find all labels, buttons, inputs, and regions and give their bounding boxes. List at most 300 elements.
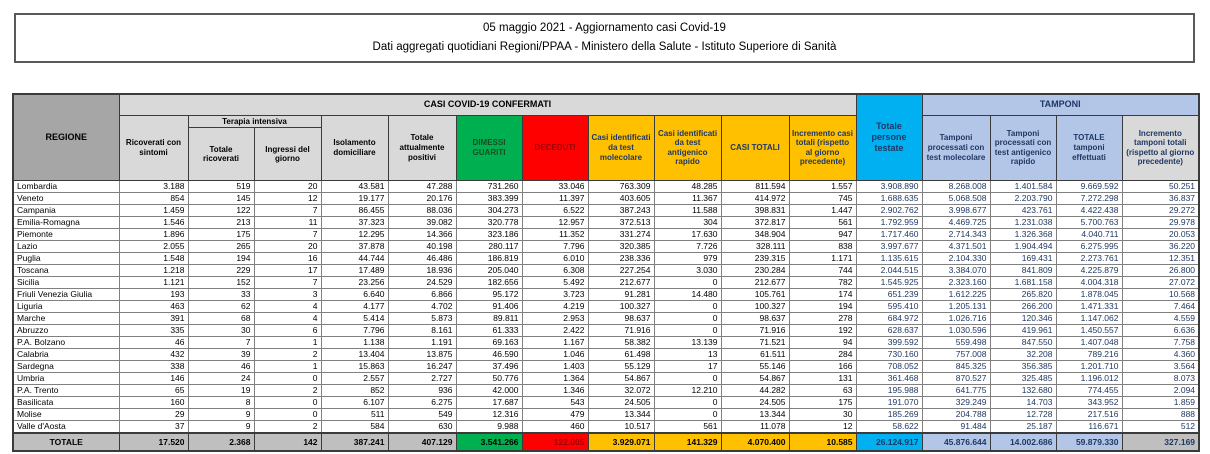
table-row [13,337,1199,349]
cell-tamponi_molecolare: 870.527 [922,373,990,385]
cell-casi_test_antigenico: 48.285 [654,181,721,193]
cell-dimessi_guariti: 9.988 [456,421,522,434]
cell-totale_positivi: 4.702 [388,301,456,313]
cell-casi_test_antigenico: 0 [654,301,721,313]
cell-deceduti: 2.953 [522,313,588,325]
cell-casi_totali: 811.594 [721,181,789,193]
cell-terapia_intensiva_totale: 9 [188,421,254,434]
table-row [13,277,1199,289]
cell-casi_test_antigenico: 17.630 [654,229,721,241]
cell-deceduti: 6.522 [522,205,588,217]
cell-casi_totali: 230.284 [721,265,789,277]
cell-ricoverati_con_sintomi: 3.188 [119,181,188,193]
covid-report-table [12,93,1200,452]
cell-tamponi_antigenico: 2.203.790 [990,193,1056,205]
cell-terapia_intensiva_ingressi: 1 [254,337,321,349]
cell-terapia_intensiva_ingressi: 7 [254,205,321,217]
table-footer [13,433,1199,451]
cell-casi_test_molecolare: 32.072 [588,385,654,397]
table-row [13,325,1199,337]
column-header-persone-testate: Totale persone testate [856,94,922,181]
cell-tamponi_totale: 1.147.062 [1056,313,1122,325]
cell-dimessi_guariti: 50.776 [456,373,522,385]
cell-tamponi_antigenico: 847.550 [990,337,1056,349]
table-row [13,205,1199,217]
cell-persone_testate: 628.637 [856,325,922,337]
cell-totale_positivi: 18.936 [388,265,456,277]
cell-deceduti: 1.403 [522,361,588,373]
cell-incremento_casi: 192 [789,325,856,337]
cell-isolamento_domiciliare: 86.455 [321,205,388,217]
cell-dimessi_guariti: 69.163 [456,337,522,349]
cell-persone_testate: 185.269 [856,409,922,421]
cell-casi_test_antigenico: 561 [654,421,721,434]
total-terapia_intensiva_totale: 2.368 [188,433,254,451]
cell-terapia_intensiva_ingressi: 4 [254,313,321,325]
cell-casi_totali: 100.327 [721,301,789,313]
cell-tamponi_molecolare: 91.484 [922,421,990,434]
cell-persone_testate: 1.717.460 [856,229,922,241]
cell-tamponi_totale: 1.471.331 [1056,301,1122,313]
report-title-box [14,13,1195,63]
column-header-ingressi-giorno: Ingressi del giorno [254,128,321,181]
cell-tamponi_antigenico: 1.681.158 [990,277,1056,289]
report-title-line1: 05 maggio 2021 - Aggiornamento casi Covid-19 [483,21,726,34]
cell-deceduti: 460 [522,421,588,434]
total-casi_totali: 4.070.400 [721,433,789,451]
column-header-incremento-casi: Incremento casi totali (rispetto al giorno precedente) [789,115,856,181]
cell-totale_positivi: 630 [388,421,456,434]
cell-persone_testate: 730.160 [856,349,922,361]
cell-casi_test_molecolare: 100.327 [588,301,654,313]
cell-terapia_intensiva_ingressi: 2 [254,421,321,434]
cell-terapia_intensiva_ingressi: 20 [254,181,321,193]
cell-persone_testate: 1.688.635 [856,193,922,205]
cell-terapia_intensiva_ingressi: 0 [254,409,321,421]
cell-region: Sardegna [13,361,119,373]
cell-tamponi_totale: 2.273.761 [1056,253,1122,265]
cell-ricoverati_con_sintomi: 1.896 [119,229,188,241]
total-row [13,433,1199,451]
table-row [13,241,1199,253]
cell-casi_test_molecolare: 320.385 [588,241,654,253]
cell-tamponi_totale: 1.201.710 [1056,361,1122,373]
cell-casi_totali: 61.511 [721,349,789,361]
table-row [13,289,1199,301]
banner-casi-confermati: CASI COVID-19 CONFERMATI [119,94,856,115]
cell-casi_test_antigenico: 0 [654,409,721,421]
cell-deceduti: 11.352 [522,229,588,241]
cell-dimessi_guariti: 383.399 [456,193,522,205]
cell-totale_positivi: 6.275 [388,397,456,409]
cell-totale_positivi: 1.191 [388,337,456,349]
column-header-casi-test-molecolare: Casi identificati da test molecolare [588,115,654,181]
column-header-tamponi-molecolare: Tamponi processati con test molecolare [922,115,990,181]
cell-isolamento_domiciliare: 511 [321,409,388,421]
cell-tamponi_antigenico: 1.231.038 [990,217,1056,229]
cell-deceduti: 1.364 [522,373,588,385]
cell-deceduti: 479 [522,409,588,421]
cell-tamponi_molecolare: 559.498 [922,337,990,349]
cell-casi_totali: 98.637 [721,313,789,325]
cell-tamponi_molecolare: 3.998.677 [922,205,990,217]
cell-terapia_intensiva_ingressi: 20 [254,241,321,253]
cell-tamponi_totale: 5.700.763 [1056,217,1122,229]
cell-totale_positivi: 39.082 [388,217,456,229]
cell-casi_test_molecolare: 331.274 [588,229,654,241]
cell-deceduti: 11.397 [522,193,588,205]
cell-incremento_casi: 174 [789,289,856,301]
cell-isolamento_domiciliare: 37.323 [321,217,388,229]
cell-incremento_casi: 278 [789,313,856,325]
cell-tamponi_antigenico: 25.187 [990,421,1056,434]
cell-persone_testate: 708.052 [856,361,922,373]
banner-tamponi: TAMPONI [922,94,1199,115]
cell-persone_testate: 3.908.890 [856,181,922,193]
cell-totale_positivi: 88.036 [388,205,456,217]
cell-casi_totali: 348.904 [721,229,789,241]
cell-tamponi_molecolare: 329.249 [922,397,990,409]
cell-deceduti: 12.957 [522,217,588,229]
cell-terapia_intensiva_totale: 19 [188,385,254,397]
cell-ricoverati_con_sintomi: 1.546 [119,217,188,229]
covid-report-table-container [12,93,1200,452]
cell-tamponi_totale: 1.878.045 [1056,289,1122,301]
cell-incremento_tamponi: 36.837 [1122,193,1199,205]
cell-tamponi_molecolare: 5.068.508 [922,193,990,205]
cell-isolamento_domiciliare: 44.744 [321,253,388,265]
cell-totale_positivi: 2.727 [388,373,456,385]
cell-persone_testate: 1.545.925 [856,277,922,289]
cell-tamponi_totale: 116.671 [1056,421,1122,434]
cell-persone_testate: 651.239 [856,289,922,301]
cell-incremento_tamponi: 10.568 [1122,289,1199,301]
total-deceduti: 122.005 [522,433,588,451]
total-tamponi_totale: 59.879.330 [1056,433,1122,451]
cell-deceduti: 33.046 [522,181,588,193]
column-header-deceduti: DECEDUTI [522,115,588,181]
cell-region: Abruzzo [13,325,119,337]
cell-terapia_intensiva_totale: 145 [188,193,254,205]
table-row [13,349,1199,361]
cell-tamponi_totale: 4.225.879 [1056,265,1122,277]
cell-region: Toscana [13,265,119,277]
cell-incremento_casi: 284 [789,349,856,361]
cell-incremento_casi: 30 [789,409,856,421]
cell-casi_test_antigenico: 0 [654,277,721,289]
cell-casi_test_molecolare: 58.382 [588,337,654,349]
cell-tamponi_molecolare: 2.323.160 [922,277,990,289]
cell-isolamento_domiciliare: 13.404 [321,349,388,361]
cell-region: P.A. Bolzano [13,337,119,349]
cell-casi_test_antigenico: 0 [654,325,721,337]
cell-tamponi_molecolare: 204.788 [922,409,990,421]
cell-tamponi_totale: 4.422.438 [1056,205,1122,217]
cell-terapia_intensiva_ingressi: 7 [254,229,321,241]
cell-terapia_intensiva_totale: 9 [188,409,254,421]
total-terapia_intensiva_ingressi: 142 [254,433,321,451]
cell-isolamento_domiciliare: 1.138 [321,337,388,349]
table-row [13,229,1199,241]
cell-region: Veneto [13,193,119,205]
cell-terapia_intensiva_ingressi: 3 [254,289,321,301]
column-header-casi-test-antigenico: Casi identificati da test antigenico rapido [654,115,721,181]
cell-region: P.A. Trento [13,385,119,397]
cell-dimessi_guariti: 42.000 [456,385,522,397]
cell-totale_positivi: 549 [388,409,456,421]
cell-terapia_intensiva_totale: 46 [188,361,254,373]
cell-terapia_intensiva_totale: 24 [188,373,254,385]
column-header-totale-positivi: Totale attualmente positivi [388,115,456,181]
cell-dimessi_guariti: 182.656 [456,277,522,289]
cell-tamponi_totale: 1.450.557 [1056,325,1122,337]
table-row [13,301,1199,313]
table-row [13,181,1199,193]
cell-terapia_intensiva_totale: 519 [188,181,254,193]
table-header [13,94,1199,181]
cell-ricoverati_con_sintomi: 1.218 [119,265,188,277]
cell-tamponi_totale: 9.669.592 [1056,181,1122,193]
cell-incremento_tamponi: 36.220 [1122,241,1199,253]
cell-incremento_tamponi: 29.978 [1122,217,1199,229]
table-row [13,217,1199,229]
report-title-line2: Dati aggregati quotidiani Regioni/PPAA - Ministero della Salute - Istituto Superiore di Sanità [372,41,837,54]
cell-isolamento_domiciliare: 7.796 [321,325,388,337]
cell-incremento_casi: 782 [789,277,856,289]
table-row [13,193,1199,205]
cell-casi_totali: 105.761 [721,289,789,301]
cell-isolamento_domiciliare: 19.177 [321,193,388,205]
column-header-dimessi-guariti: DIMESSI GUARITI [456,115,522,181]
column-header-totale-tamponi: TOTALE tamponi effettuati [1056,115,1122,181]
cell-dimessi_guariti: 61.333 [456,325,522,337]
cell-region: Emilia-Romagna [13,217,119,229]
cell-terapia_intensiva_totale: 229 [188,265,254,277]
cell-casi_test_antigenico: 3.030 [654,265,721,277]
cell-isolamento_domiciliare: 43.581 [321,181,388,193]
cell-casi_test_antigenico: 11.367 [654,193,721,205]
cell-tamponi_antigenico: 1.326.368 [990,229,1056,241]
cell-incremento_tamponi: 4.360 [1122,349,1199,361]
cell-ricoverati_con_sintomi: 1.121 [119,277,188,289]
cell-isolamento_domiciliare: 15.863 [321,361,388,373]
cell-ricoverati_con_sintomi: 338 [119,361,188,373]
cell-incremento_casi: 947 [789,229,856,241]
cell-ricoverati_con_sintomi: 193 [119,289,188,301]
cell-ricoverati_con_sintomi: 146 [119,373,188,385]
cell-isolamento_domiciliare: 4.177 [321,301,388,313]
cell-tamponi_totale: 774.455 [1056,385,1122,397]
cell-tamponi_antigenico: 132.680 [990,385,1056,397]
cell-dimessi_guariti: 12.316 [456,409,522,421]
cell-casi_test_antigenico: 13.139 [654,337,721,349]
cell-casi_test_molecolare: 763.309 [588,181,654,193]
table-row [13,373,1199,385]
cell-casi_totali: 71.916 [721,325,789,337]
cell-incremento_casi: 1.171 [789,253,856,265]
cell-tamponi_molecolare: 1.205.131 [922,301,990,313]
cell-terapia_intensiva_totale: 62 [188,301,254,313]
cell-casi_test_antigenico: 979 [654,253,721,265]
cell-dimessi_guariti: 205.040 [456,265,522,277]
cell-totale_positivi: 46.486 [388,253,456,265]
cell-isolamento_domiciliare: 6.107 [321,397,388,409]
cell-casi_totali: 71.521 [721,337,789,349]
cell-ricoverati_con_sintomi: 391 [119,313,188,325]
cell-terapia_intensiva_ingressi: 7 [254,277,321,289]
cell-persone_testate: 684.972 [856,313,922,325]
cell-dimessi_guariti: 320.778 [456,217,522,229]
cell-ricoverati_con_sintomi: 160 [119,397,188,409]
column-header-regione: REGIONE [13,94,119,181]
cell-ricoverati_con_sintomi: 432 [119,349,188,361]
cell-isolamento_domiciliare: 584 [321,421,388,434]
cell-incremento_tamponi: 29.272 [1122,205,1199,217]
cell-region: Puglia [13,253,119,265]
cell-casi_test_molecolare: 238.336 [588,253,654,265]
cell-casi_totali: 328.111 [721,241,789,253]
cell-tamponi_molecolare: 845.325 [922,361,990,373]
cell-casi_test_antigenico: 304 [654,217,721,229]
cell-casi_test_molecolare: 98.637 [588,313,654,325]
cell-region: Piemonte [13,229,119,241]
cell-terapia_intensiva_ingressi: 17 [254,265,321,277]
cell-tamponi_totale: 4.004.318 [1056,277,1122,289]
cell-region: Marche [13,313,119,325]
cell-terapia_intensiva_totale: 194 [188,253,254,265]
cell-incremento_tamponi: 50.251 [1122,181,1199,193]
cell-tamponi_antigenico: 356.385 [990,361,1056,373]
cell-region: Calabria [13,349,119,361]
cell-region: Umbria [13,373,119,385]
table-body [13,181,1199,434]
cell-terapia_intensiva_totale: 175 [188,229,254,241]
cell-isolamento_domiciliare: 2.557 [321,373,388,385]
column-header-tamponi-antigenico: Tamponi processati con test antigenico rapido [990,115,1056,181]
cell-ricoverati_con_sintomi: 335 [119,325,188,337]
cell-incremento_tamponi: 512 [1122,421,1199,434]
cell-incremento_tamponi: 27.072 [1122,277,1199,289]
cell-terapia_intensiva_ingressi: 4 [254,301,321,313]
cell-casi_totali: 398.831 [721,205,789,217]
cell-tamponi_antigenico: 12.728 [990,409,1056,421]
cell-incremento_casi: 1.447 [789,205,856,217]
cell-region: Sicilia [13,277,119,289]
cell-incremento_tamponi: 20.053 [1122,229,1199,241]
cell-casi_test_molecolare: 10.517 [588,421,654,434]
cell-persone_testate: 3.997.677 [856,241,922,253]
cell-region: Campania [13,205,119,217]
cell-region: Friuli Venezia Giulia [13,289,119,301]
cell-region: Molise [13,409,119,421]
cell-deceduti: 7.796 [522,241,588,253]
cell-deceduti: 543 [522,397,588,409]
cell-incremento_tamponi: 3.564 [1122,361,1199,373]
cell-tamponi_totale: 1.407.048 [1056,337,1122,349]
cell-incremento_tamponi: 1.859 [1122,397,1199,409]
cell-dimessi_guariti: 186.819 [456,253,522,265]
total-isolamento_domiciliare: 387.241 [321,433,388,451]
cell-ricoverati_con_sintomi: 854 [119,193,188,205]
cell-casi_test_molecolare: 71.916 [588,325,654,337]
total-incremento_casi: 10.585 [789,433,856,451]
cell-tamponi_antigenico: 325.485 [990,373,1056,385]
cell-region: Valle d'Aosta [13,421,119,434]
cell-persone_testate: 2.902.762 [856,205,922,217]
cell-casi_test_molecolare: 55.129 [588,361,654,373]
column-header-isolamento-domiciliare: Isolamento domiciliare [321,115,388,181]
cell-ricoverati_con_sintomi: 65 [119,385,188,397]
cell-incremento_casi: 561 [789,217,856,229]
cell-casi_test_antigenico: 11.588 [654,205,721,217]
cell-casi_totali: 11.078 [721,421,789,434]
cell-totale_positivi: 20.176 [388,193,456,205]
cell-tamponi_totale: 1.196.012 [1056,373,1122,385]
table-row [13,253,1199,265]
cell-casi_totali: 414.972 [721,193,789,205]
cell-tamponi_molecolare: 4.371.501 [922,241,990,253]
cell-casi_test_molecolare: 212.677 [588,277,654,289]
total-persone_testate: 26.124.917 [856,433,922,451]
cell-incremento_tamponi: 7.758 [1122,337,1199,349]
cell-isolamento_domiciliare: 23.256 [321,277,388,289]
cell-casi_test_antigenico: 0 [654,313,721,325]
cell-isolamento_domiciliare: 852 [321,385,388,397]
cell-casi_test_molecolare: 227.254 [588,265,654,277]
cell-incremento_casi: 63 [789,385,856,397]
cell-terapia_intensiva_ingressi: 6 [254,325,321,337]
cell-incremento_casi: 194 [789,301,856,313]
cell-tamponi_antigenico: 120.346 [990,313,1056,325]
cell-isolamento_domiciliare: 37.878 [321,241,388,253]
cell-terapia_intensiva_totale: 7 [188,337,254,349]
cell-dimessi_guariti: 95.172 [456,289,522,301]
cell-tamponi_molecolare: 757.008 [922,349,990,361]
cell-persone_testate: 58.622 [856,421,922,434]
cell-casi_test_molecolare: 372.513 [588,217,654,229]
cell-totale_positivi: 14.366 [388,229,456,241]
cell-casi_totali: 55.146 [721,361,789,373]
cell-deceduti: 1.167 [522,337,588,349]
cell-tamponi_molecolare: 2.714.343 [922,229,990,241]
cell-terapia_intensiva_totale: 39 [188,349,254,361]
cell-tamponi_antigenico: 14.703 [990,397,1056,409]
cell-persone_testate: 1.792.959 [856,217,922,229]
table-row [13,313,1199,325]
cell-tamponi_antigenico: 419.961 [990,325,1056,337]
cell-incremento_casi: 175 [789,397,856,409]
cell-tamponi_antigenico: 265.820 [990,289,1056,301]
cell-dimessi_guariti: 280.117 [456,241,522,253]
cell-terapia_intensiva_totale: 33 [188,289,254,301]
cell-tamponi_molecolare: 2.104.330 [922,253,990,265]
group-header-terapia-intensiva: Terapia intensiva [188,115,321,128]
cell-casi_test_antigenico: 12.210 [654,385,721,397]
cell-tamponi_molecolare: 3.384.070 [922,265,990,277]
cell-casi_test_molecolare: 403.605 [588,193,654,205]
cell-persone_testate: 1.135.615 [856,253,922,265]
cell-terapia_intensiva_totale: 265 [188,241,254,253]
cell-isolamento_domiciliare: 6.640 [321,289,388,301]
total-dimessi_guariti: 3.541.266 [456,433,522,451]
cell-terapia_intensiva_ingressi: 2 [254,385,321,397]
cell-totale_positivi: 8.161 [388,325,456,337]
cell-deceduti: 4.219 [522,301,588,313]
cell-dimessi_guariti: 731.260 [456,181,522,193]
column-header-incremento-tamponi: Incremento tamponi totali (rispetto al giorno precedente) [1122,115,1199,181]
cell-deceduti: 1.046 [522,349,588,361]
table-row [13,385,1199,397]
